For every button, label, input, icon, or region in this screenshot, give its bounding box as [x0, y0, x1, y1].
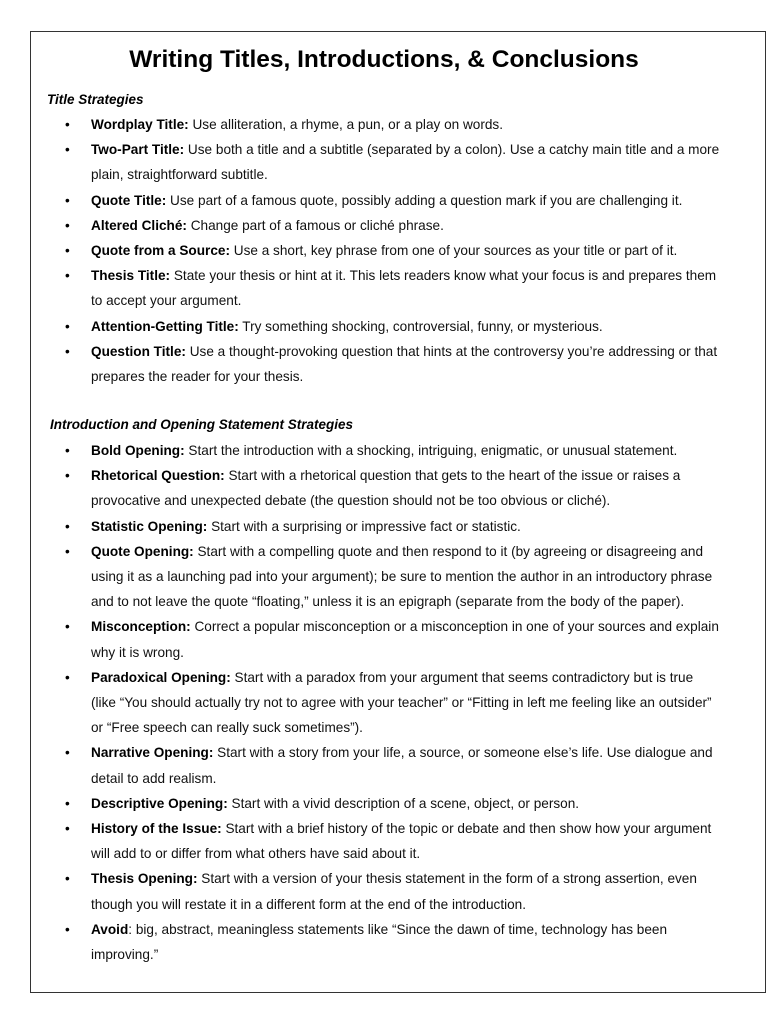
bullet-icon: • — [65, 745, 70, 761]
item-term: History of the Issue: — [91, 821, 222, 837]
bullet-icon: • — [65, 217, 70, 233]
item-term: Two-Part Title: — [91, 142, 185, 158]
list-item — [0, 614, 720, 664]
bullet-icon: • — [65, 268, 70, 284]
item-text: Correct a popular misconception or a misconception in one of your sources and explain why it is wrong. — [91, 619, 719, 660]
item-text: Use alliteration, a rhyme, a pun, or a play on words. — [188, 117, 504, 132]
list-item — [0, 791, 720, 816]
item-text: Start with a surprising or impressive fact or statistic. — [207, 518, 521, 534]
item-term: Descriptive Opening: — [91, 795, 228, 811]
bullet-icon: • — [65, 543, 70, 559]
list-item — [0, 112, 720, 137]
list-item — [0, 314, 720, 339]
item-term: Thesis Opening: — [91, 871, 198, 887]
bullet-icon: • — [65, 921, 70, 937]
item-text: Start with a brief history of the topic or debate and then show how your argument will add to or differ from what others have said about it. — [91, 821, 712, 862]
bullet-icon: • — [65, 117, 70, 132]
list-item — [0, 665, 720, 741]
item-term: Avoid — [91, 921, 129, 937]
bullet-icon: • — [65, 468, 70, 484]
item-text: Start with a version of your thesis statement in the form of a strong assertion, even though you will restate it in a different form at the end of the introduction. — [91, 871, 697, 912]
item-term: Misconception: — [91, 619, 191, 635]
bullet-icon: • — [65, 343, 70, 359]
bullet-icon: • — [65, 871, 70, 887]
bullet-icon: • — [65, 142, 70, 158]
item-text: Use a thought-provoking question that hints at the controversy you’re addressing or that prepares the reader for your thesis. — [91, 343, 718, 385]
item-text: Start with a vivid description of a scene, object, or person. — [227, 795, 580, 811]
item-text: Start the introduction with a shocking, intriguing, enigmatic, or unusual statement. — [184, 443, 678, 458]
bullet-icon: • — [65, 318, 70, 334]
item-text: Use both a title and a subtitle (separated by a colon). Use a catchy main title and a more plain, straightforward subtitle. — [91, 142, 720, 183]
item-term: Quote from a Source: — [91, 243, 230, 259]
item-term: Quote Title: — [91, 192, 167, 208]
list-item — [0, 866, 720, 916]
introduction-strategies-list — [0, 438, 720, 967]
item-term: Narrative Opening: — [91, 745, 214, 761]
item-text: Use part of a famous quote, possibly adding a question mark if you are challenging it. — [166, 192, 683, 208]
list-item — [0, 263, 720, 313]
item-text: Start with a rhetorical question that gets to the heart of the issue or raises a provocative and unexpected debate (the question should not be too obvious or cliché). — [91, 468, 681, 509]
list-item — [0, 188, 720, 213]
bullet-icon: • — [65, 243, 70, 259]
item-term: Quote Opening: — [91, 543, 194, 559]
list-item — [0, 213, 720, 238]
list-item — [0, 137, 720, 187]
item-term: Wordplay Title: — [91, 117, 189, 132]
list-item — [0, 514, 720, 539]
bullet-icon: • — [65, 518, 70, 534]
item-text: Start with a story from your life, a source, or someone else’s life. Use dialogue and detail to add realism. — [91, 745, 713, 786]
item-text: Try something shocking, controversial, funny, or mysterious. — [238, 318, 603, 334]
section-heading-introduction-strategies: Introduction and Opening Statement Strategies — [50, 417, 354, 432]
document-title: Writing Titles, Introductions, & Conclusions — [129, 46, 639, 73]
item-term: Thesis Title: — [91, 268, 171, 284]
item-text: : big, abstract, meaningless statements like “Since the dawn of time, technology has been improving.” — [91, 921, 668, 963]
item-term: Altered Cliché: — [91, 217, 187, 233]
bullet-icon: • — [65, 795, 70, 811]
item-text: Start with a paradox from your argument that seems contradictory but is true (like “You should actually try not to agree with your teacher” or “Fitting in left me feeling like an outsider” or “Free speech can really suck sometimes”). — [91, 669, 712, 736]
list-item — [0, 539, 720, 615]
item-text: Start with a compelling quote and then respond to it (by agreeing or disagreeing and using it as a launching pad into your argument); be sure to mention the author in an introductory phrase and to not leave the quote “floating,” unless it is an epigraph (separate from the body of the paper). — [91, 543, 713, 610]
item-text: Use a short, key phrase from one of your sources as your title or part of it. — [229, 243, 678, 259]
item-term: Paradoxical Opening: — [91, 669, 231, 685]
list-item — [0, 816, 720, 866]
bullet-icon: • — [65, 821, 70, 837]
item-term: Attention-Getting Title: — [91, 318, 239, 334]
list-item — [0, 438, 720, 463]
section-heading-title-strategies: Title Strategies — [47, 92, 144, 107]
item-term: Statistic Opening: — [91, 518, 208, 534]
bullet-icon: • — [65, 619, 70, 635]
list-item — [0, 740, 720, 790]
list-item — [0, 463, 720, 513]
item-term: Rhetorical Question: — [91, 468, 225, 484]
list-item — [0, 238, 720, 263]
item-term: Bold Opening: — [91, 443, 185, 458]
item-text: Change part of a famous or cliché phrase. — [186, 217, 444, 233]
list-item — [0, 339, 720, 389]
bullet-icon: • — [65, 669, 70, 685]
title-strategies-list — [0, 112, 720, 389]
list-item — [0, 917, 720, 967]
item-term: Question Title: — [91, 343, 186, 359]
bullet-icon: • — [65, 192, 70, 208]
bullet-icon: • — [65, 443, 70, 458]
item-text: State your thesis or hint at it. This lets readers know what your focus is and prepares them to accept your argument. — [91, 268, 717, 309]
